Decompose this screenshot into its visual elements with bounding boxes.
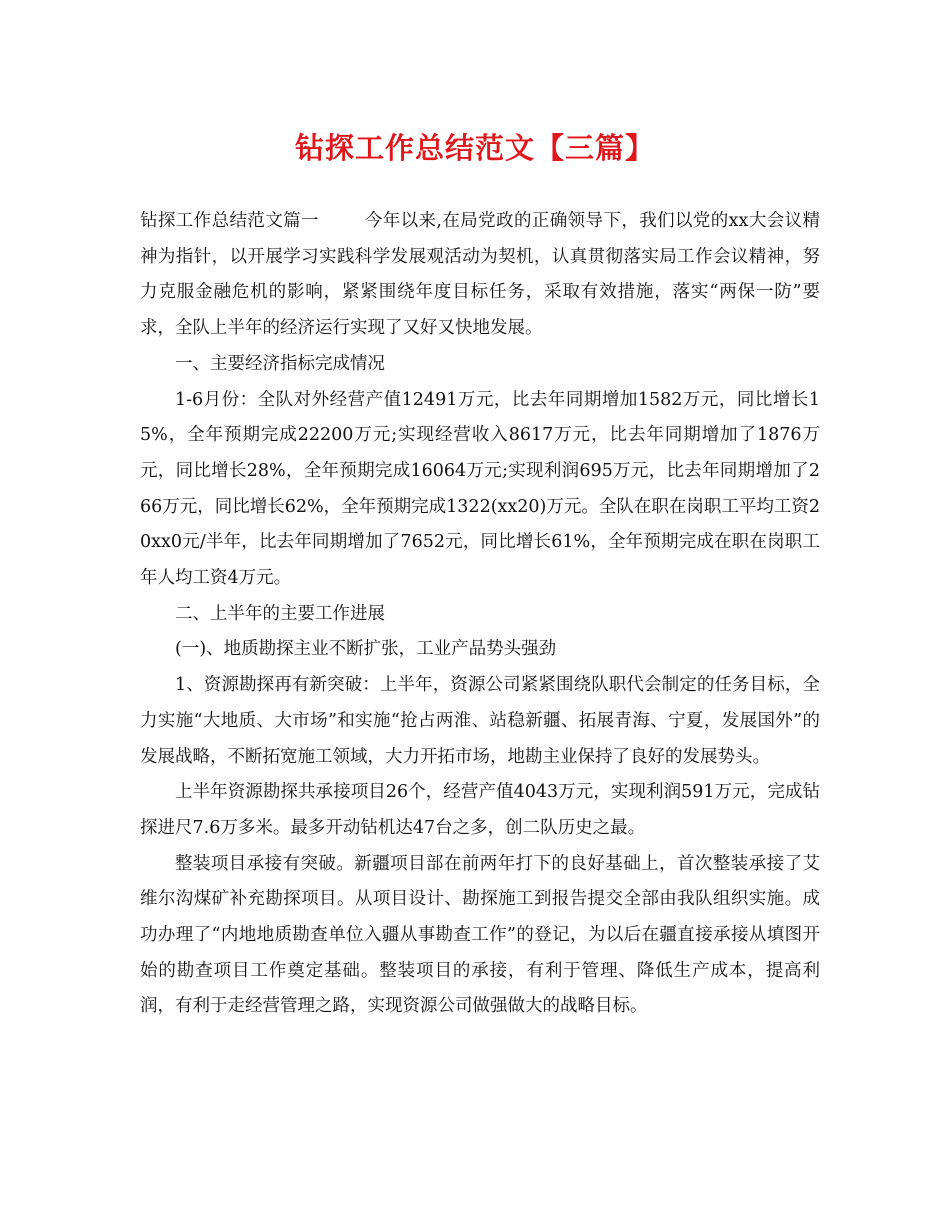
paragraph-indicators: 1-6月份：全队对外经营产值12491万元，比去年同期增加1582万元，同比增长15%，全年预期完成22200万元;实现经营收入8617万元，比去年同期增加了1876万元，同比增长28%，全年预期完成16064万元;实现利润695万元，比去年同期增加了266万元，同比增长62%，全年预期完成1322(xx20)万元。全队在职在岗职工平均工资20xx0元/半年，比去年同期增加了7652元，同比增长61%，全年预期完成在职在岗职工年人均工资4万元。 [140, 389, 820, 589]
paragraph-integrated-projects: 整装项目承接有突破。新疆项目部在前两年打下的良好基础上，首次整装承接了艾维尔沟煤矿补充勘探项目。从项目设计、勘探施工到报告提交全部由我队组织实施。成功办理了“内地地质勘查单位入疆从事勘查工作”的登记，为以后在疆直接承接从填图开始的勘查项目工作奠定基础。整装项目的承接，有利于管理、降低生产成本，提高利润，有利于走经营管理之路，实现资源公司做强做大的战略目标。 [140, 853, 820, 1017]
paragraph-resource-breakthrough: 1、资源勘探再有新突破：上半年，资源公司紧紧围绕队职代会制定的任务目标，全力实施“大地质、大市场”和实施“抢占两淮、站稳新疆、拓展青海、宁夏，发展国外”的发展战略，不断拓宽施工领域，大力开拓市场，地勘主业保持了良好的发展势头。 [140, 675, 820, 767]
subsection-heading-1: (一)、地质勘探主业不断扩张，工业产品势头强劲 [175, 639, 557, 660]
intro-label: 钻探工作总结范文篇一 [140, 211, 319, 231]
document-body [140, 204, 820, 1025]
paragraph-resource-projects: 上半年资源勘探共承接项目26个，经营产值4043万元，实现利润591万元，完成钻探进尺7.6万多米。最多开动钻机达47台之多，创二队历史之最。 [140, 782, 820, 838]
intro-paragraph [140, 204, 820, 347]
intro-text: 今年以来,在局党政的正确领导下，我们以党的xx大会议精神为指针，以开展学习实践科学发展观活动为契机，认真贯彻落实局工作会议精神，努力克服金融危机的影响，紧紧围绕年度目标任务，采取有效措施，落实“两保一防”要求，全队上半年的经济运行实现了又好又快地发展。 [140, 211, 820, 339]
document-title: 钻探工作总结范文【三篇】 [294, 131, 655, 165]
section-heading-1: 一、主要经济指标完成情况 [175, 353, 385, 374]
section-heading-2: 二、上半年的主要工作进展 [175, 603, 385, 624]
